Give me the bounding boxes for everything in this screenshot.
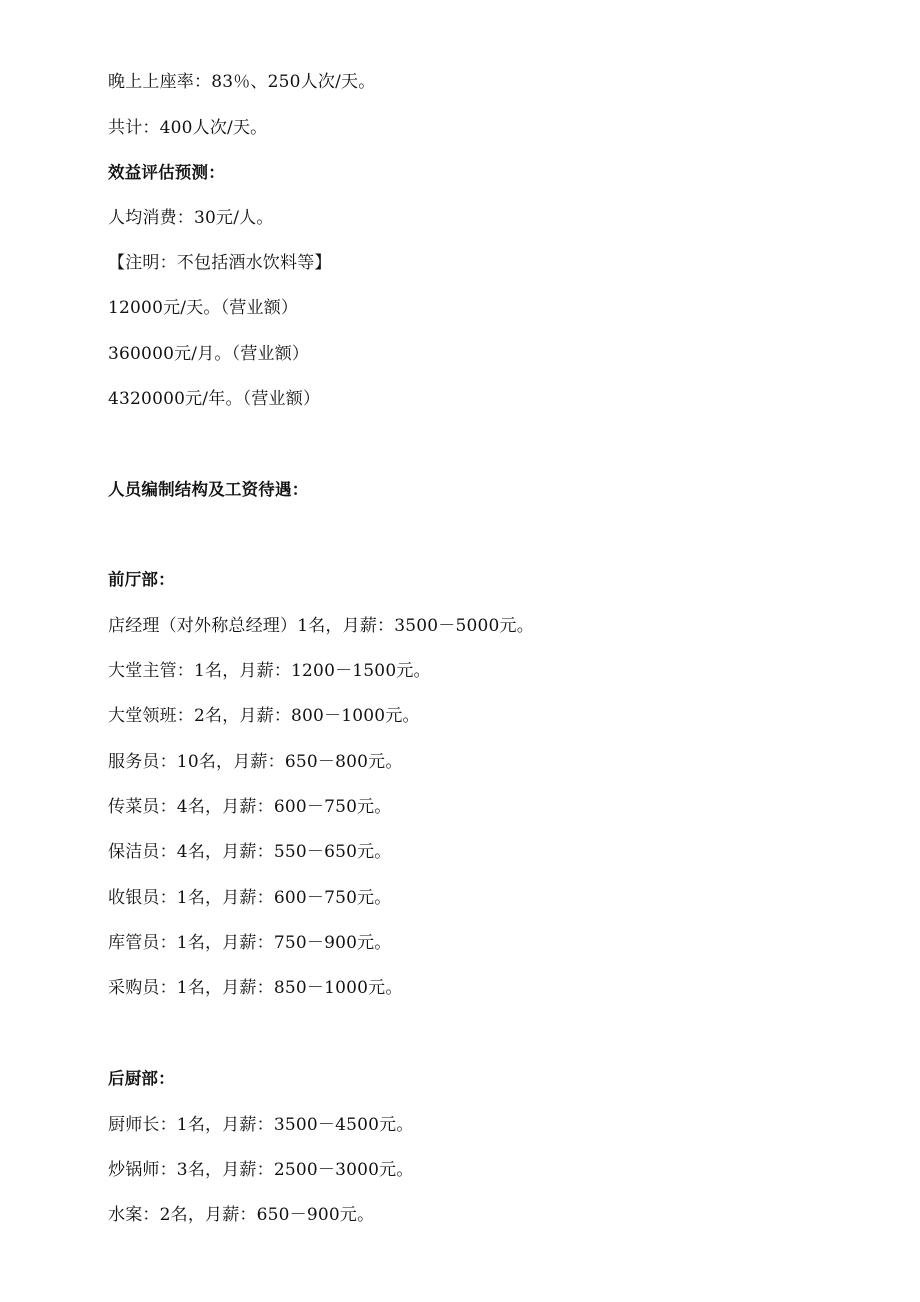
- front-hall-item: 大堂主管：1名，月薪：1200－1500元。: [108, 661, 431, 681]
- per-capita-line: 人均消费：30元/人。: [108, 208, 274, 228]
- front-hall-item: 收银员：1名，月薪：600－750元。: [108, 888, 392, 908]
- front-hall-item: 服务员：10名，月薪：650－800元。: [108, 752, 403, 772]
- kitchen-item: 厨师长：1名，月薪：3500－4500元。: [108, 1115, 414, 1135]
- yearly-revenue-line: 4320000元/年。（营业额）: [108, 389, 321, 409]
- daily-revenue-line: 12000元/天。（营业额）: [108, 298, 299, 318]
- front-hall-heading: 前厅部：: [108, 570, 175, 589]
- total-occupancy-line: 共计：400人次/天。: [108, 118, 268, 138]
- front-hall-item: 传菜员：4名，月薪：600－750元。: [108, 797, 392, 817]
- kitchen-item: 炒锅师：3名，月薪：2500－3000元。: [108, 1160, 414, 1180]
- front-hall-item: 保洁员：4名，月薪：550－650元。: [108, 842, 392, 862]
- front-hall-item: 采购员：1名，月薪：850－1000元。: [108, 978, 403, 998]
- note-line: 【注明：不包括酒水饮料等】: [108, 253, 332, 273]
- kitchen-heading: 后厨部：: [108, 1069, 175, 1088]
- staffing-heading: 人员编制结构及工资待遇：: [108, 480, 309, 499]
- benefit-heading: 效益评估预测：: [108, 163, 225, 182]
- evening-occupancy-line: 晚上上座率：83％、250人次/天。: [108, 72, 376, 92]
- front-hall-item: 大堂领班：2名，月薪：800－1000元。: [108, 706, 420, 726]
- kitchen-item: 水案：2名，月薪：650－900元。: [108, 1205, 375, 1225]
- front-hall-item: 店经理（对外称总经理）1名，月薪：3500－5000元。: [108, 616, 534, 636]
- monthly-revenue-line: 360000元/月。（营业额）: [108, 344, 310, 364]
- front-hall-item: 库管员：1名，月薪：750－900元。: [108, 933, 392, 953]
